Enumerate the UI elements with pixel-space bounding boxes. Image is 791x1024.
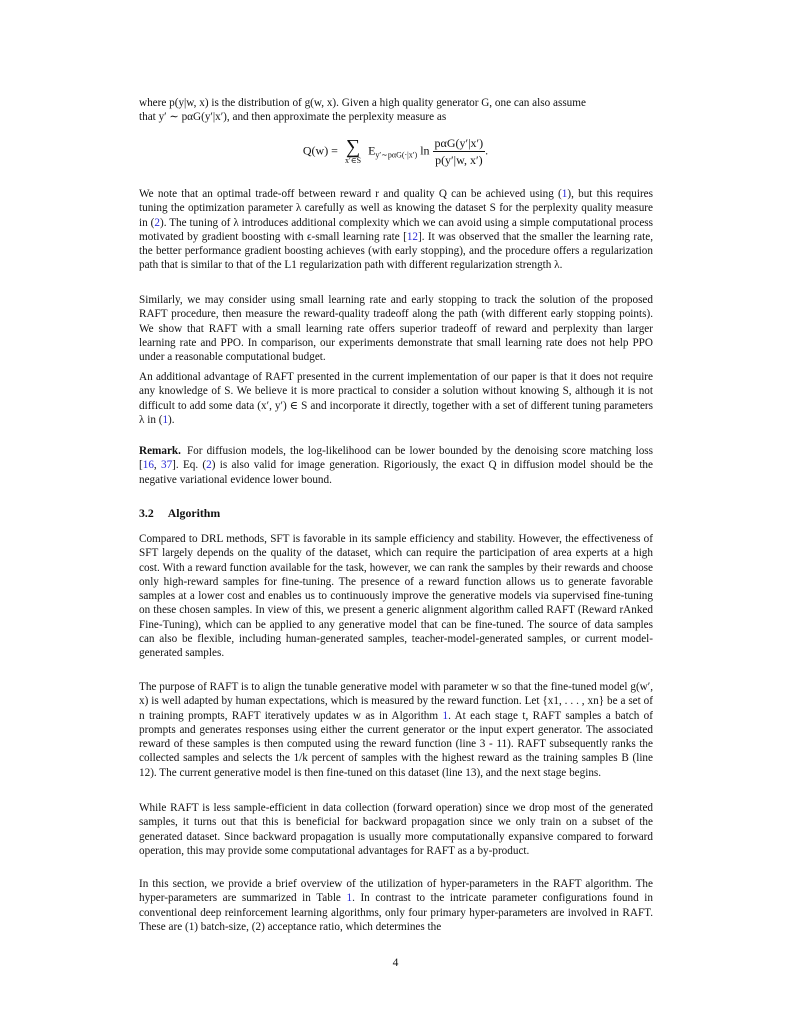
- intro-text: [139, 96, 653, 125]
- paragraph-text: While RAFT is less sample-efficient in data collection (forward operation) since we drop most of the generated samples, it turns out that this is beneficial for backward propagation since we only train on a subset of the generated dataset. Since backward propagation is usually more computationally expansive compared to forward operation, this may provide some computational advantages for RAFT as a by-product.: [139, 802, 653, 857]
- intro-line-2: that y′ ∼ pαG(y′|x′), and then approximate the perplexity measure as: [139, 111, 447, 124]
- sum-limit: x′∈S: [344, 155, 362, 165]
- text-run: ]. It was observed that the smaller the learning rate, the better performance gradient boosting achieves (with early stopping), and the procedure offers a regularization path that is similar to that of the L1 regularization path with different regularization strength λ.: [139, 230, 653, 272]
- equation-ref-link[interactable]: 2: [206, 459, 212, 472]
- paragraph-raft-purpose: [139, 680, 653, 780]
- text-run: The purpose of RAFT is to align the tunable generative model with parameter w so that the fine-tuned model g(w′, x) is well adapted by human expectations, which is measured by the reward function. Let {x1, . . . , xn} be a set of n training prompts, RAFT iteratively updates w as in Algorithm: [139, 681, 653, 722]
- paragraph-learning-rate: [139, 293, 653, 364]
- equation-lhs: Q(w) =: [302, 143, 338, 158]
- remark-paragraph: [139, 444, 653, 487]
- expectation-symbol: E: [368, 143, 376, 158]
- intro-line-1: where p(y|w, x) is the distribution of g(w, x). Given a high quality generator G, one can also assume: [139, 97, 586, 109]
- equation-sum: [344, 135, 362, 166]
- remark-label: Remark.: [139, 445, 181, 457]
- algorithm-ref-link[interactable]: 1: [442, 709, 449, 722]
- text-run: ).: [168, 413, 175, 426]
- text-run: ) is also valid for image generation. Rigoriously, the exact Q in diffusion model should be the negative variational evidence lower bound.: [139, 459, 653, 486]
- text-run: . At each stage t, RAFT samples a batch of prompts and generates responses using either the current generator or the input expert generator. The associated reward of these samples is then computed using the reward function (line 3 - 11). RAFT subsequently ranks the collected samples and selects the 1/k percent of samples with the highest reward as the training samples B (line 12). The current generative model is then fine-tuned on this dataset (line 13), and the next stage begins.: [139, 709, 653, 779]
- paragraph-tradeoff: [139, 187, 653, 273]
- equation-end: .: [485, 143, 489, 158]
- paragraph-efficiency: [139, 801, 653, 858]
- text-run: We note that an optimal trade-off between reward r and quality Q can be achieved using (: [139, 188, 562, 200]
- text-run: ). The tuning of λ introduces additional complexity which we can avoid using a simple computational process motivated by gradient boosting with ϵ-small learning rate [: [139, 216, 653, 243]
- equation-ref-link[interactable]: 1: [561, 188, 568, 200]
- page-number: 4: [392, 957, 399, 969]
- paragraph-advantage: [139, 370, 653, 427]
- section-heading: [139, 506, 220, 521]
- paragraph-sft: [139, 532, 653, 661]
- equation-fraction: [433, 136, 489, 167]
- text-run: In this section, we provide a brief overview of the utilization of hyper-parameters in the RAFT algorithm. The hyper-parameters are summarized in Table: [139, 878, 653, 905]
- text-run: . In contrast to the intricate parameter configurations found in conventional deep reinforcement learning algorithms, only four primary hyper-parameters are involved in RAFT. These are (1) batch-size, (2) acceptance ratio, which determines the: [139, 892, 653, 933]
- text-run: ,: [153, 459, 161, 472]
- expectation-subscript: y′∼pαG(·|x′): [375, 150, 418, 160]
- citation-link[interactable]: 12: [406, 230, 419, 243]
- paragraph-text: Similarly, we may consider using small learning rate and early stopping to track the solution of the proposed RAFT procedure, then measure the reward-quality tradeoff along the path (with different early stopping points). We show that RAFT with a small learning rate offers superior tradeoff of reward and perplexity than larger learning rate and PPO. In comparison, our experiments demonstrate that small learning rate does not help PPO under a reasonable computational budget.: [139, 294, 653, 364]
- section-title: Algorithm: [167, 506, 221, 520]
- fraction-numerator: pαG(y′|x′): [434, 136, 484, 150]
- text-run: An additional advantage of RAFT presented in the current implementation of our paper is that it does not require any knowledge of S. We believe it is more practical to consider a solution without knowing S, although it is not difficult to add some data (x′, y′) ∈ S and incorporate it directly, together with a set of different tuning parameters λ in (: [139, 371, 653, 426]
- perplexity-equation: [0, 136, 791, 167]
- table-ref-link[interactable]: 1: [346, 892, 353, 905]
- citation-link[interactable]: 37: [160, 459, 173, 472]
- paragraph-text: Compared to DRL methods, SFT is favorable in its sample efficiency and stability. However, the effectiveness of SFT largely depends on the quality of the dataset, which can require the participation of area experts at a high cost. With a reward function available for the task, however, we can rank the samples by their rewards and choose only high-reward samples for fine-tuning. The presence of a reward function allows us to generate favorable samples at a lower cost and enables us to continuously improve the generative models via supervised fine-tuning on these chosen samples. In view of this, we present a generic alignment algorithm called RAFT (Reward rAnked Fine-Tuning), which can be applied to any generative model that can be fine-tuned. The source of data samples can also be flexible, including human-generated samples, teacher-model-generated samples, or current model-generated samples.: [139, 533, 653, 660]
- paragraph-hyperparameters: [139, 877, 653, 934]
- text-run: ]. Eq. (: [172, 459, 207, 472]
- text-run: ), but this requires tuning the optimization parameter λ carefully as well as knowing the dataset S for the perplexity quality measure in (: [139, 188, 654, 229]
- fraction-denominator: p(y′|w, x′): [435, 153, 483, 167]
- equation-ref-link[interactable]: 2: [154, 216, 160, 229]
- section-number: 3.2: [139, 506, 154, 520]
- citation-link[interactable]: 16: [142, 459, 154, 472]
- text-run: For diffusion models, the log-likelihood can be lower bounded by the denoising score matching loss [: [139, 445, 653, 472]
- log-symbol: ln: [420, 143, 430, 158]
- equation-ref-link[interactable]: 1: [162, 413, 169, 426]
- sum-symbol: ∑: [345, 135, 361, 158]
